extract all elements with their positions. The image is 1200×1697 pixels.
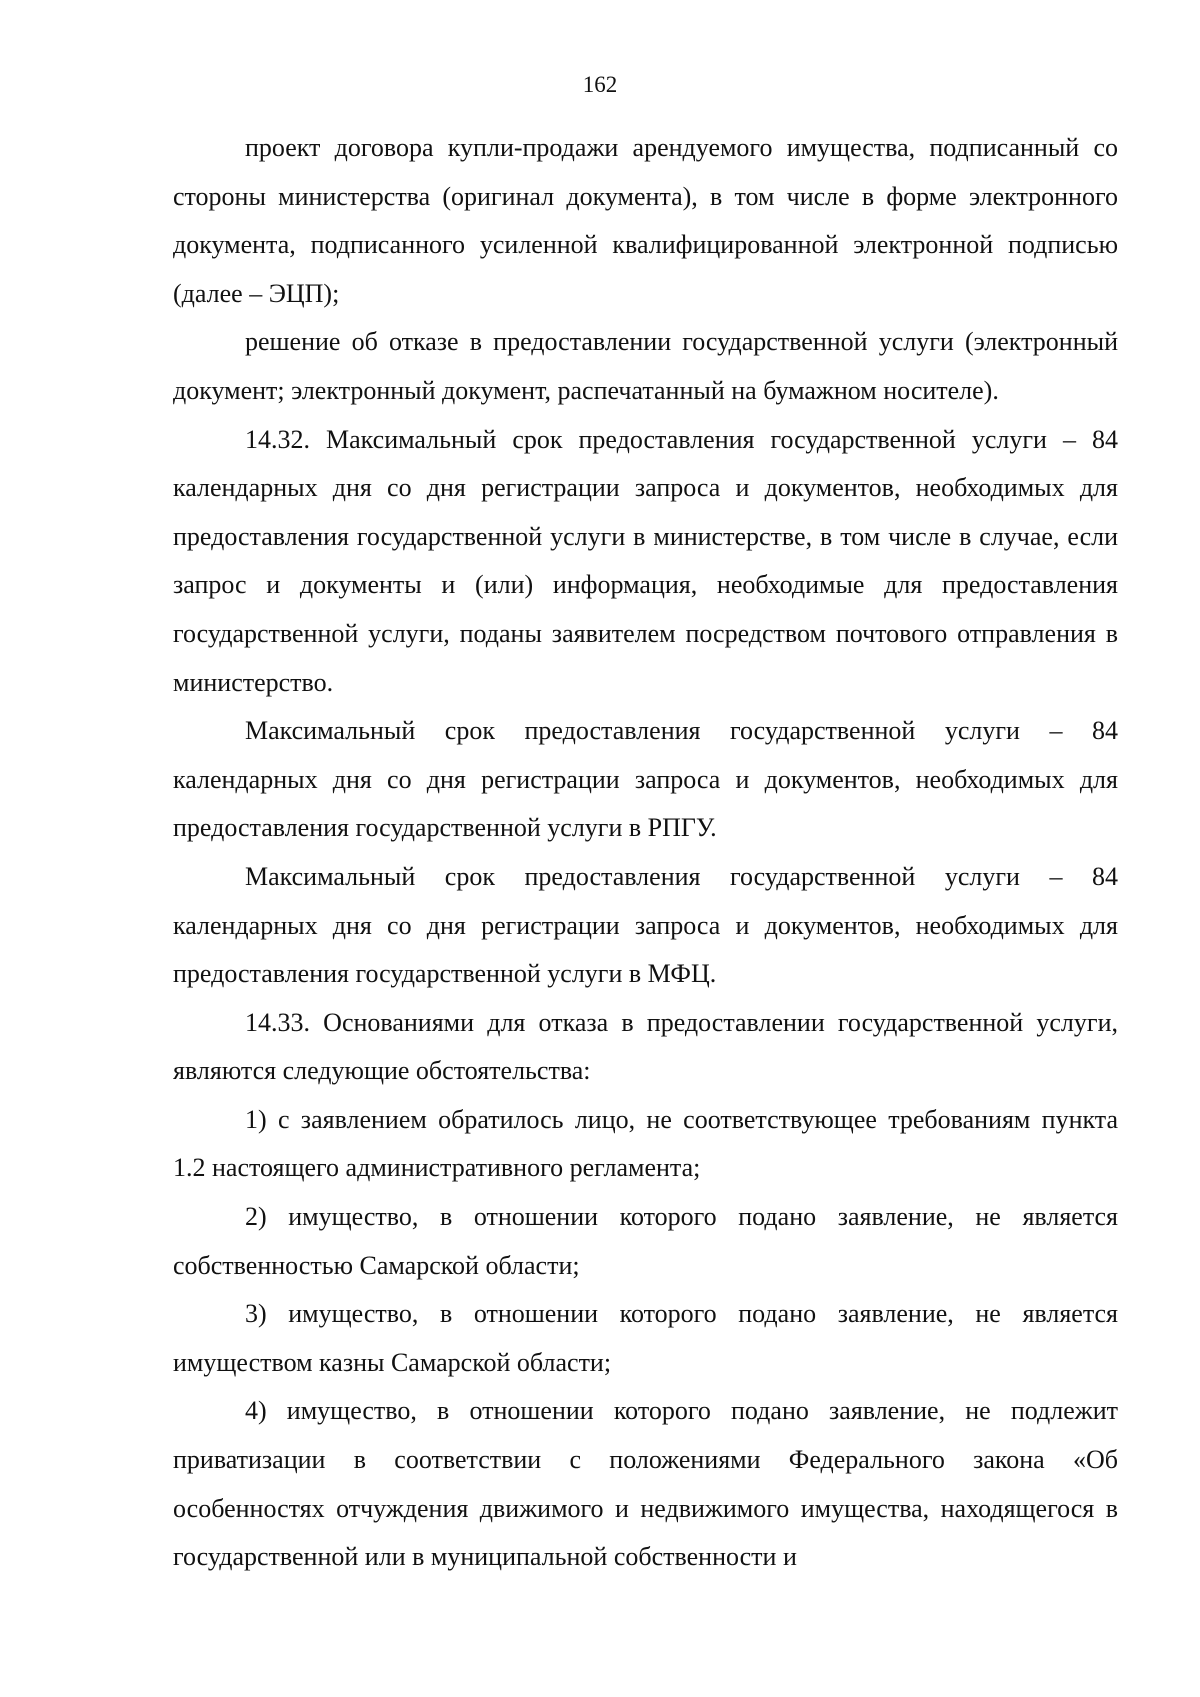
paragraph-contract-draft: проект договора купли-продажи арендуемого имущества, подписанный со стороны министерства (оригинал документа), в том числе в форме электронного документа, подписанного усиленной квалифицированной электронной подписью (далее – ЭЦП); (173, 133, 1118, 308)
document-body (173, 124, 1118, 1582)
paragraph-14-33-refusal-grounds: 14.33. Основаниями для отказа в предоставлении государственной услуги, являются следующие обстоятельства: (173, 1007, 1118, 1086)
page-number: 162 (582, 72, 618, 97)
list-item-4: 4) имущество, в отношении которого подано заявление, не подлежит приватизации в соответствии с положениями Федерального закона «Об особенностях отчуждения движимого и недвижимого имущества, находящегося в государственной или в муниципальной собственности и (173, 1396, 1118, 1572)
list-item-2: 2) имущество, в отношении которого подано заявление, не является собственностью Самарской области; (173, 1202, 1118, 1280)
paragraph-mfc-term: Максимальный срок предоставления государственной услуги – 84 календарных дня со дня регистрации запроса и документов, необходимых для предоставления государственной услуги в МФЦ. (173, 861, 1118, 989)
list-item-1: 1) с заявлением обратилось лицо, не соответствующее требованиям пункта 1.2 настоящего административного регламента; (173, 1104, 1118, 1183)
paragraph-rpgu-term: Максимальный срок предоставления государственной услуги – 84 календарных дня со дня регистрации запроса и документов, необходимых для предоставления государственной услуги в РПГУ. (173, 716, 1118, 843)
paragraph-14-32-ministry-term: 14.32. Максимальный срок предоставления государственной услуги – 84 календарных дня со дня регистрации запроса и документов, необходимых для предоставления государственной услуги в министерстве, в том числе в случае, если запрос и документы и (или) информация, необходимые для предоставления государственной услуги, поданы заявителем посредством почтового отправления в министерство. (173, 424, 1118, 697)
list-item-3: 3) имущество, в отношении которого подано заявление, не является имуществом казны Самарской области; (173, 1299, 1118, 1377)
paragraph-refusal-decision: решение об отказе в предоставлении государственной услуги (электронный документ; электронный документ, распечатанный на бумажном носителе). (173, 327, 1118, 405)
